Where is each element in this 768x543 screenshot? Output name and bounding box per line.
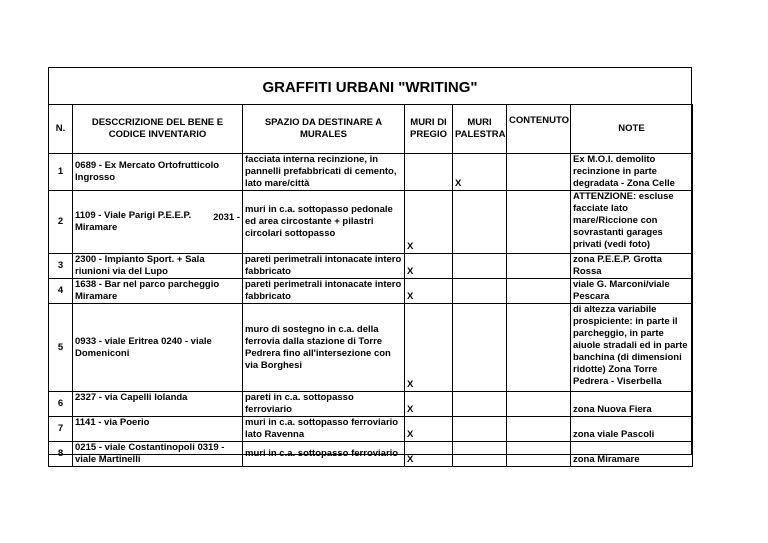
row-spazio: muri in c.a. sottopasso ferroviario [243, 442, 405, 467]
table-row [49, 191, 693, 254]
row-muri-pregio: X [405, 442, 453, 467]
row-contenuto [507, 392, 571, 417]
row-descrizione: 1141 - via Poerio [73, 417, 243, 442]
table-row [49, 392, 693, 417]
table-row [49, 254, 693, 279]
row-contenuto [507, 442, 571, 467]
row-spazio: muri in c.a. sottopasso ferroviario lato Ravenna [243, 417, 405, 442]
row-number: 6 [49, 392, 73, 417]
header-descrizione: DESCCRIZIONE DEL BENE E CODICE INVENTARIO [73, 105, 243, 154]
row-spazio: muri in c.a. sottopasso pedonale ed area circostante + pilastri circolari sottopasso [243, 191, 405, 254]
row-muri-pregio: X [405, 279, 453, 304]
row-contenuto [507, 279, 571, 304]
row-note: viale G. Marconi/viale Pescara [571, 279, 693, 304]
row-muri-palestra [453, 392, 507, 417]
row-spazio: pareti perimetrali intonacate intero fabbricato [243, 279, 405, 304]
row-number: 7 [49, 417, 73, 442]
row-descrizione-text: 1109 - Viale Parigi P.E.E.P. Miramare [75, 210, 192, 233]
header-note: NOTE [571, 105, 693, 154]
row-muri-palestra [453, 417, 507, 442]
row-descrizione: 1638 - Bar nel parco parcheggio Miramare [73, 279, 243, 304]
row-descrizione: 0933 - viale Eritrea 0240 - viale Domeniconi [73, 304, 243, 392]
graffiti-table [48, 104, 693, 467]
row-number: 3 [49, 254, 73, 279]
header-muri-pregio: MURI DI PREGIO [405, 105, 453, 154]
row-muri-pregio: X [405, 417, 453, 442]
row-note: ATTENZIONE: escluse facciate lato mare/Riccione con sovrastanti garages privati (vedi foto) [571, 191, 693, 254]
table-row [49, 279, 693, 304]
row-spazio: facciata interna recinzione, in pannelli prefabbricati di cemento, lato mare/città [243, 154, 405, 191]
row-note: di altezza variabile prospiciente: in parte il parcheggio, in parte aiuole stradali ed in parte banchina (di dimensioni ridotte) Zona Torre Pedrera - Viserbella [571, 304, 693, 392]
header-spazio: SPAZIO DA DESTINARE A MURALES [243, 105, 405, 154]
row-muri-palestra [453, 304, 507, 392]
row-contenuto [507, 154, 571, 191]
row-descrizione [73, 191, 243, 254]
header-n: N. [49, 105, 73, 154]
row-contenuto [507, 417, 571, 442]
row-muri-palestra [453, 442, 507, 467]
row-note: zona Nuova Fiera [571, 392, 693, 417]
row-muri-palestra [453, 191, 507, 254]
row-spazio: muro di sostegno in c.a. della ferrovia dalla stazione di Torre Pedrera fino all'intersezione con via Borghesi [243, 304, 405, 392]
row-note: Ex M.O.I. demolito recinzione in parte degradata - Zona Celle [571, 154, 693, 191]
table-row [49, 154, 693, 191]
row-muri-palestra [453, 254, 507, 279]
table-row [49, 442, 693, 467]
row-number: 4 [49, 279, 73, 304]
row-number: 2 [49, 191, 73, 254]
row-number: 5 [49, 304, 73, 392]
row-note: zona Miramare [571, 442, 693, 467]
row-spazio: pareti perimetrali intonacate intero fabbricato [243, 254, 405, 279]
row-note: zona viale Pascoli [571, 417, 693, 442]
row-muri-palestra: X [453, 154, 507, 191]
header-muri-palestra: MURI PALESTRA [453, 105, 507, 154]
row-descrizione: 2327 - via Capelli Iolanda [73, 392, 243, 417]
row-note: zona P.E.E.P. Grotta Rossa [571, 254, 693, 279]
table-row [49, 417, 693, 442]
header-contenuto: CONTENUTO [507, 105, 571, 154]
row-descrizione: 0689 - Ex Mercato Ortofrutticolo Ingrosso [73, 154, 243, 191]
row-descrizione-code: 2031 - [213, 212, 240, 223]
row-descrizione: 2300 - Impianto Sport. + Sala riunioni via del Lupo [73, 254, 243, 279]
page-title: GRAFFITI URBANI "WRITING" [48, 67, 692, 105]
header-row [49, 105, 693, 154]
row-muri-pregio: X [405, 254, 453, 279]
row-muri-palestra [453, 279, 507, 304]
row-muri-pregio [405, 154, 453, 191]
row-descrizione: 0215 - viale Costantinopoli 0319 - viale Martinelli [73, 442, 243, 467]
row-spazio: pareti in c.a. sottopasso ferroviario [243, 392, 405, 417]
row-muri-pregio: X [405, 191, 453, 254]
row-contenuto [507, 304, 571, 392]
row-muri-pregio: X [405, 392, 453, 417]
row-muri-pregio: X [405, 304, 453, 392]
row-number: 8 [49, 442, 73, 467]
row-contenuto [507, 191, 571, 254]
table-row [49, 304, 693, 392]
row-number: 1 [49, 154, 73, 191]
row-contenuto [507, 254, 571, 279]
